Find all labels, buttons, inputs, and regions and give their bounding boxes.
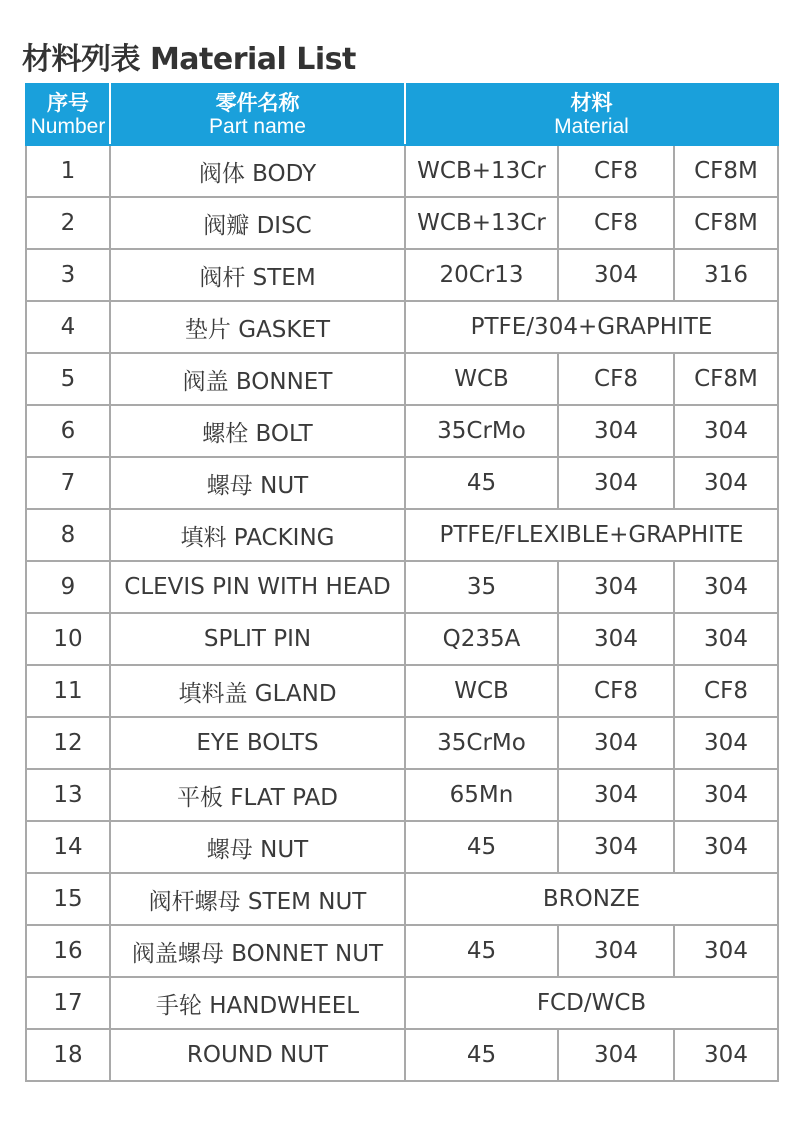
header-number <box>26 84 110 145</box>
header-number-cn: 序号 <box>47 90 89 115</box>
row-number: 5 <box>26 353 110 405</box>
material-cell: 45 <box>405 457 558 509</box>
header-material-cn: 材料 <box>570 90 613 115</box>
material-cell: 304 <box>558 457 674 509</box>
material-cell: WCB <box>405 353 558 405</box>
table-row <box>26 301 778 353</box>
header-material-en: Material <box>554 114 629 138</box>
material-cell: CF8 <box>558 197 674 249</box>
row-number: 1 <box>26 145 110 197</box>
table-row <box>26 405 778 457</box>
material-cell: BRONZE <box>405 873 778 925</box>
material-cell: 45 <box>405 1029 558 1081</box>
row-number: 8 <box>26 509 110 561</box>
header-material <box>405 84 778 145</box>
part-name-cell: 螺母 NUT <box>110 821 405 873</box>
material-cell: CF8M <box>674 145 778 197</box>
table-body <box>26 145 778 1081</box>
part-name-cell: 阀杆 STEM <box>110 249 405 301</box>
table-row <box>26 457 778 509</box>
part-name-cell: 螺栓 BOLT <box>110 405 405 457</box>
header-part-name-en: Part name <box>209 114 306 138</box>
header-part-name-cn: 零件名称 <box>215 90 300 115</box>
material-cell: 304 <box>558 821 674 873</box>
part-name-cell: 垫片 GASKET <box>110 301 405 353</box>
row-number: 13 <box>26 769 110 821</box>
row-number: 14 <box>26 821 110 873</box>
material-cell: 304 <box>674 457 778 509</box>
material-cell: 65Mn <box>405 769 558 821</box>
material-cell: 304 <box>674 1029 778 1081</box>
table-row <box>26 665 778 717</box>
row-number: 7 <box>26 457 110 509</box>
part-name-cell: 阀体 BODY <box>110 145 405 197</box>
part-name-cell: 手轮 HANDWHEEL <box>110 977 405 1029</box>
table-row <box>26 145 778 197</box>
material-cell: 316 <box>674 249 778 301</box>
material-cell: CF8M <box>674 353 778 405</box>
table-row <box>26 353 778 405</box>
material-cell: 304 <box>558 925 674 977</box>
table-row <box>26 821 778 873</box>
table-row <box>26 561 778 613</box>
row-number: 6 <box>26 405 110 457</box>
part-name-cell: 填料盖 GLAND <box>110 665 405 717</box>
material-cell: 45 <box>405 925 558 977</box>
part-name-cell: EYE BOLTS <box>110 717 405 769</box>
material-cell: 304 <box>558 717 674 769</box>
row-number: 15 <box>26 873 110 925</box>
material-cell: PTFE/FLEXIBLE+GRAPHITE <box>405 509 778 561</box>
row-number: 16 <box>26 925 110 977</box>
header-part-name <box>110 84 405 145</box>
table-header-row <box>26 84 778 145</box>
row-number: 18 <box>26 1029 110 1081</box>
row-number: 9 <box>26 561 110 613</box>
row-number: 2 <box>26 197 110 249</box>
part-name-cell: CLEVIS PIN WITH HEAD <box>110 561 405 613</box>
material-cell: 304 <box>558 249 674 301</box>
material-cell: PTFE/304+GRAPHITE <box>405 301 778 353</box>
page-title: 材料列表 Material List <box>22 42 356 77</box>
material-cell: WCB <box>405 665 558 717</box>
material-cell: CF8 <box>674 665 778 717</box>
material-cell: 304 <box>674 769 778 821</box>
row-number: 12 <box>26 717 110 769</box>
material-cell: 304 <box>674 405 778 457</box>
material-cell: FCD/WCB <box>405 977 778 1029</box>
part-name-cell: ROUND NUT <box>110 1029 405 1081</box>
header-number-en: Number <box>30 114 106 138</box>
table-row <box>26 197 778 249</box>
material-cell: CF8M <box>674 197 778 249</box>
row-number: 17 <box>26 977 110 1029</box>
material-cell: 304 <box>674 561 778 613</box>
material-cell: 304 <box>674 821 778 873</box>
part-name-cell: 阀瓣 DISC <box>110 197 405 249</box>
material-cell: WCB+13Cr <box>405 145 558 197</box>
material-table <box>25 83 779 1082</box>
material-cell: 304 <box>558 405 674 457</box>
table-row <box>26 925 778 977</box>
material-cell: 35CrMo <box>405 717 558 769</box>
row-number: 11 <box>26 665 110 717</box>
table-row <box>26 977 778 1029</box>
material-cell: 304 <box>558 769 674 821</box>
part-name-cell: 填料 PACKING <box>110 509 405 561</box>
part-name-cell: 阀盖 BONNET <box>110 353 405 405</box>
material-cell: 20Cr13 <box>405 249 558 301</box>
table-row <box>26 509 778 561</box>
material-cell: CF8 <box>558 353 674 405</box>
part-name-cell: 螺母 NUT <box>110 457 405 509</box>
material-cell: CF8 <box>558 145 674 197</box>
material-cell: CF8 <box>558 665 674 717</box>
table-row <box>26 249 778 301</box>
material-cell: Q235A <box>405 613 558 665</box>
table-row <box>26 769 778 821</box>
part-name-cell: 阀盖螺母 BONNET NUT <box>110 925 405 977</box>
material-cell: 304 <box>558 613 674 665</box>
row-number: 3 <box>26 249 110 301</box>
table-row <box>26 717 778 769</box>
row-number: 4 <box>26 301 110 353</box>
table-row <box>26 613 778 665</box>
part-name-cell: 平板 FLAT PAD <box>110 769 405 821</box>
table-row <box>26 873 778 925</box>
row-number: 10 <box>26 613 110 665</box>
material-cell: 45 <box>405 821 558 873</box>
table-row <box>26 1029 778 1081</box>
material-cell: 35 <box>405 561 558 613</box>
material-cell: 304 <box>674 613 778 665</box>
material-cell: 304 <box>674 925 778 977</box>
material-cell: 35CrMo <box>405 405 558 457</box>
part-name-cell: SPLIT PIN <box>110 613 405 665</box>
material-cell: 304 <box>558 1029 674 1081</box>
material-cell: 304 <box>674 717 778 769</box>
part-name-cell: 阀杆螺母 STEM NUT <box>110 873 405 925</box>
material-cell: WCB+13Cr <box>405 197 558 249</box>
material-cell: 304 <box>558 561 674 613</box>
